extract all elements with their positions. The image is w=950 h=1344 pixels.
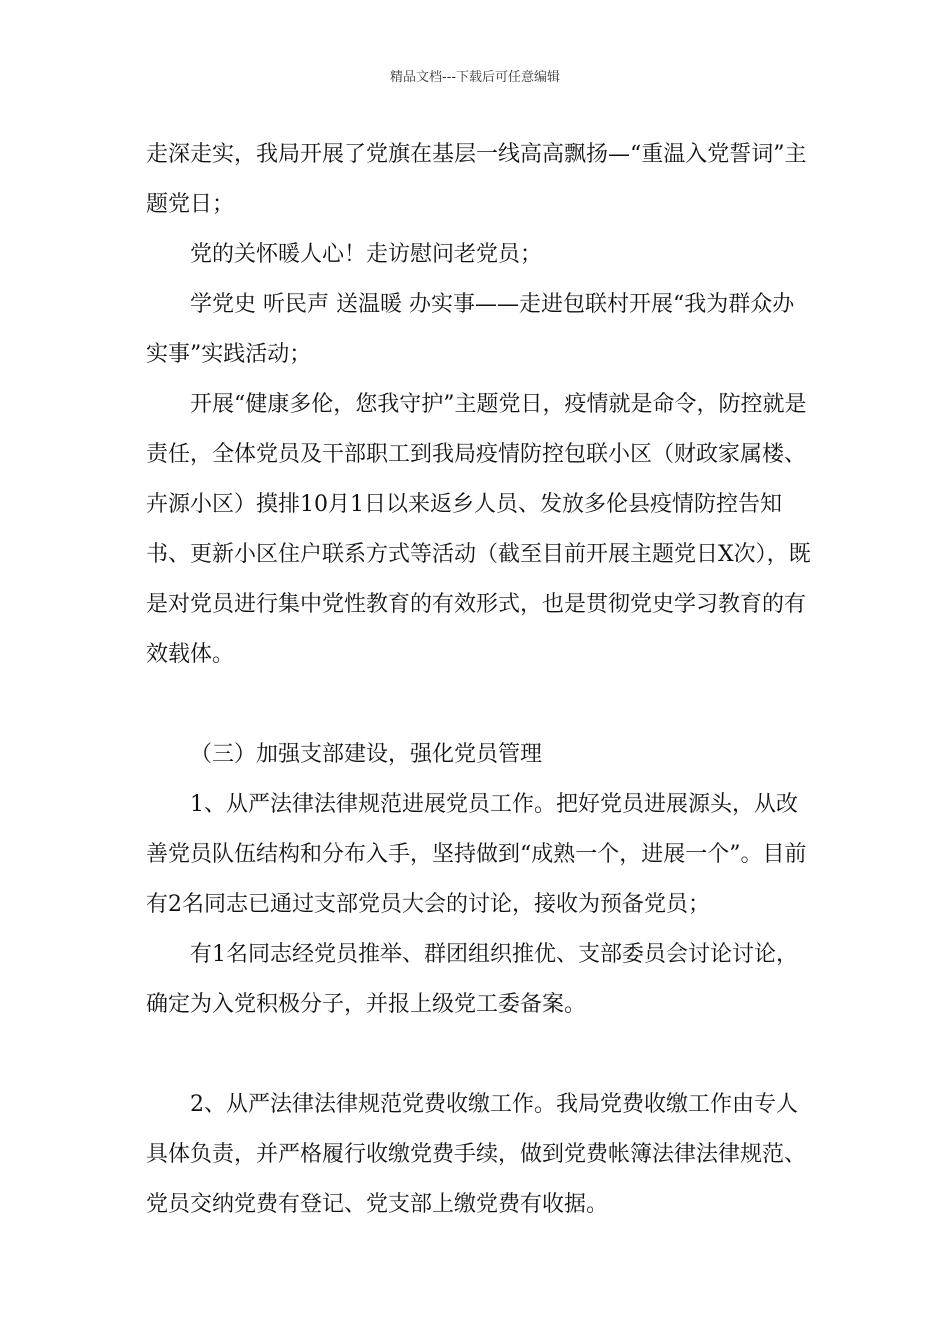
paragraph-3: 学党史 听民声 送温暖 办实事——走进包联村开展“我为群众办实事”实践活动；	[146, 292, 795, 367]
paragraph-1: 走深走实，我局开展了党旗在基层一线高高飘扬—“重温入党誓词”主题党日；	[146, 142, 807, 217]
section-heading: （三）加强支部建设，强化党员管理	[190, 742, 543, 767]
document-body	[146, 130, 814, 1230]
paragraph-2: 党的关怀暖人心！走访慰问老党员；	[190, 242, 543, 267]
paragraph-7: 2、从严法律法律规范党费收缴工作。我局党费收缴工作由专人具体负责，并严格履行收缴党费手续，做到党费帐簿法律法律规范、党员交纳党费有登记、党支部上缴党费有收据。	[146, 1092, 807, 1217]
page-header: 精品文档---下载后可任意编辑	[389, 70, 561, 85]
paragraph-4: 开展“健康多伦，您我守护”主题党日，疫情就是命令，防控就是责任，全体党员及干部职工到我局疫情防控包联小区（财政家属楼、卉源小区）摸排10月1日以来返乡人员、发放多伦县疫情防控告知书、更新小区住户联系方式等活动（截至目前开展主题党日X次），既是对党员进行集中党性教育的有效形式，也是贯彻党史学习教育的有效载体。	[146, 392, 811, 667]
paragraph-5: 1、从严法律法律规范进展党员工作。把好党员进展源头，从改善党员队伍结构和分布入手，坚持做到“成熟一个，进展一个”。目前有2名同志已通过支部党员大会的讨论，接收为预备党员；	[146, 792, 807, 917]
paragraph-6: 有1名同志经党员推举、群团组织推优、支部委员会讨论讨论，确定为入党积极分子，并报上级党工委备案。	[146, 942, 798, 1017]
